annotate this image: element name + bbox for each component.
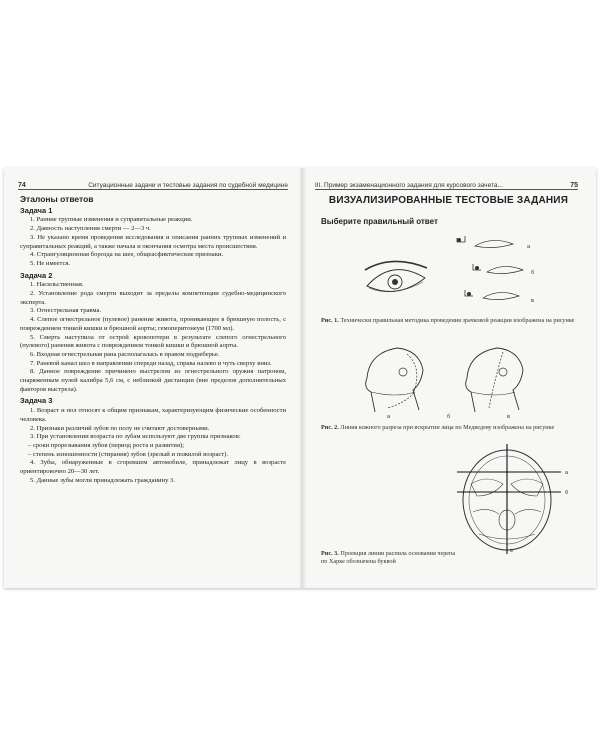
answer-line: 3. При установлении возраста по зубам используют две группы признаков: — [30, 433, 241, 441]
option-label-c: в — [510, 548, 513, 554]
caption-label: Рис. 3. — [321, 550, 339, 557]
task-title: Задача 3 — [20, 396, 53, 406]
answer-line: 3. Не указано время проведения исследования и описания ранних трупных изменений и суправитальных реакций, а также начала и окончания осмотра места происшествия. — [20, 233, 286, 250]
test-title: ВИЗУАЛИЗИРОВАННЫЕ ТЕСТОВЫЕ ЗАДАНИЯ — [328, 195, 569, 206]
answers-content — [20, 195, 286, 486]
book-gutter — [299, 168, 307, 588]
lamp-icon — [473, 264, 523, 274]
answer-line: 4. Странгуляционная борозда на шее, общеасфиктические признаки. — [30, 251, 224, 259]
option-label-b: б — [447, 414, 451, 420]
answer-line: 2. Давность наступления смерти — 2—3 ч. — [30, 225, 151, 233]
head-left-icon — [366, 348, 423, 412]
book-spread — [4, 168, 596, 588]
option-label-b: б — [531, 270, 535, 276]
figure-1-eye-illustration — [347, 228, 547, 306]
answer-line: 5. Не имеется. — [30, 259, 71, 267]
running-title: Ситуационные задачи и тестовые задания по судебной медицине — [88, 182, 288, 189]
caption-text: Технически правильная методика проведения зрачковой реакции изображена на рисунке — [340, 317, 575, 324]
instruction-text: Выберите правильный ответ — [321, 217, 438, 226]
answer-dash-line: – сроки прорезывания зубов (период роста и развития); — [28, 441, 185, 449]
right-page-header — [315, 178, 578, 190]
lamp-icon — [457, 236, 513, 248]
page-number: 75 — [570, 182, 578, 189]
answer-line: 6. Входная огнестрельная рана располагалась в правом подреберье. — [30, 350, 220, 358]
figure-3-skull-base-illustration — [457, 444, 582, 554]
option-label-a: а — [387, 414, 391, 420]
caption-label: Рис. 1. — [321, 317, 339, 324]
answer-line: 8. Данное повреждение причинено выстрелом из огнестрельного оружия патроном, снаряженным пулей калибра 5,6 см, с неблизкой дистанции (вне пределов дополнительных факторов выстрела). — [20, 368, 286, 393]
answer-dash-line: – степень изношенности (стирания) зубов (зрелый и пожилой возраст). — [28, 450, 229, 458]
figure-3-caption — [321, 550, 456, 566]
section-title: Эталоны ответов — [20, 194, 94, 204]
right-page — [307, 168, 596, 588]
answer-line: 4. Зубы, обнаруженные в сгоревшем автомобиле, принадлежат лицу в возрасте ориентировочно 20—30 лет. — [20, 459, 286, 476]
caption-text: Линия кожного разреза при вскрытии лица по Медведеву изображена на рисунке — [340, 424, 555, 431]
figure-2-caption — [321, 424, 579, 432]
answer-line: 1. Возраст и пол относят к общим признакам, характеризующим физические особенности человека. — [20, 407, 286, 423]
task-title: Задача 1 — [20, 205, 53, 215]
option-label-b: б — [565, 490, 569, 496]
answer-line: 5. Смерть наступила от острой кровопотери в результате слепого огнестрельного (пулевого) ранения живота с повреждением тонкой кишки и брюшной аорты. — [20, 333, 286, 350]
option-label-a: а — [565, 470, 569, 476]
left-page — [4, 168, 298, 588]
option-label-c: в — [531, 298, 534, 304]
left-page-header — [18, 178, 288, 190]
caption-label: Рис. 2. — [321, 424, 339, 431]
answer-line: 1. Насильственная. — [30, 281, 84, 289]
option-label-c: в — [507, 414, 510, 420]
answer-line: 1. Ранние трупные изменения и суправитальные реакции. — [30, 216, 193, 224]
figure-2-head-illustration — [357, 338, 557, 420]
running-title: III. Пример экзаменационного задания для курсового зачета... — [315, 182, 503, 189]
caption-text: Проекция линии распила основания черепа по Харке обозначена буквой — [321, 550, 456, 565]
answer-line: 2. Установление рода смерти выходит за пределы компетенции судебно-медицинского эксперта. — [20, 290, 286, 306]
answer-line: 7. Раневой канал шел в направлении спереди назад, справа налево и чуть сверху вниз. — [30, 359, 272, 367]
head-right-icon — [466, 348, 523, 412]
figure-1-caption — [321, 317, 579, 325]
lamp-icon — [465, 290, 519, 300]
answer-line: 4. Слепое огнестрельное (пулевое) ранение живота, проникающее в брюшную полость, с повреждением тонкой кишки и брюшной аорты; гемоперитонеум (1700 мл). — [20, 316, 286, 332]
option-label-a: а — [527, 244, 531, 250]
task-title: Задача 2 — [20, 270, 53, 280]
answer-line: 2. Признаки различий зубов по полу не считают достоверными. — [30, 424, 210, 432]
answer-line: 3. Огнестрельная травма. — [30, 307, 102, 315]
answer-line: 5. Данные зубы могли принадлежать гражданину 3. — [30, 476, 175, 484]
page-number: 74 — [18, 182, 26, 189]
